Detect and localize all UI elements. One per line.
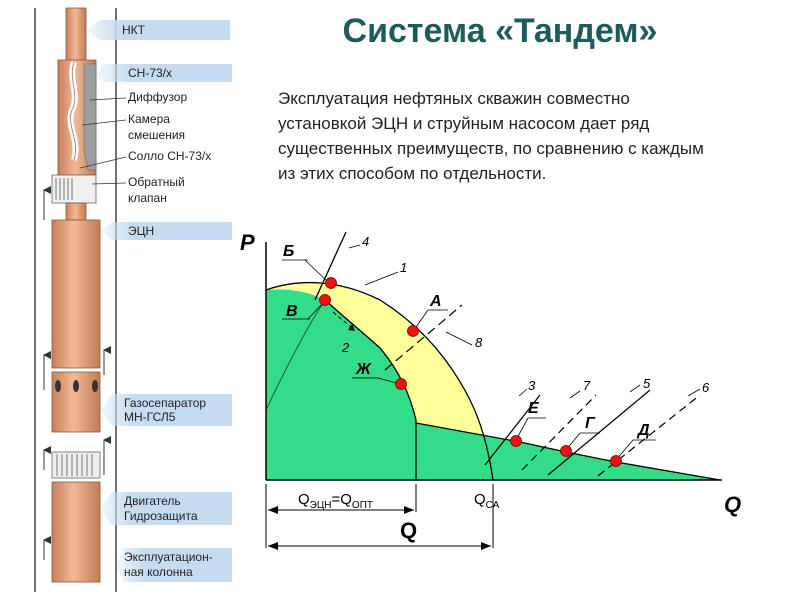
point-label-d: Д [638,422,650,439]
q-ca-label: $Q_{СА}$ [474,491,500,511]
callouts [80,20,232,582]
green-region [266,289,720,480]
point-g [561,446,572,457]
callout-motor-2: Гидрозащита [124,509,198,523]
point-label-b: Б [283,243,295,260]
callout-nozzle: Солло СН-73/х [128,149,212,163]
connector-pipe [66,203,86,220]
callout-valve-2: клапан [128,191,167,205]
q-total-label: Q [400,518,418,543]
callout-motor-1: Двигатель [124,494,181,508]
description-text: Эксплуатация нефтяных скважин совместно установкой ЭЦН и струйным насосом дает ряд существенных преимуществ, по сравнению с каждым из этих способом по отдельности. [278,89,704,183]
callout-nkt-bg [86,20,230,40]
point-label-v: В [286,303,298,320]
pq-graph [240,230,741,550]
point-v [320,295,331,306]
ecn-pump [52,220,100,368]
nkt-tubing [66,8,86,60]
callout-gas-2: МН-ГСЛ5 [124,410,176,424]
q-ecn-label: $Q_{ЭЦН}=Q_{ОПТ}$ [298,491,373,511]
point-label-e: Е [528,400,539,417]
callout-casing-2: ная колонна [124,565,193,579]
y-axis-label: P [240,230,255,255]
point-d [611,456,622,467]
callout-chamber-2: смешения [128,128,186,142]
callout-diffuser: Диффузор [128,90,188,104]
callout-ecn-bg [100,222,232,240]
check-valve [52,175,96,203]
curve-num-3: 3 [528,378,536,393]
curve-num-4: 4 [362,234,370,249]
intake-screen [52,452,100,478]
callout-ecn: ЭЦН [128,224,155,238]
curve-num-5: 5 [643,376,651,391]
callout-valve-1: Обратный [128,175,185,189]
curve-num-8: 8 [475,335,483,350]
page-title: Система «Тандем» [342,12,658,50]
point-label-a: А [430,293,442,310]
callout-chamber-1: Камера [128,112,170,126]
point-e [511,436,522,447]
curve-num-6: 6 [702,380,710,395]
callout-sn73: СН-73/х [128,66,173,80]
x-axis-label: Q [724,492,742,517]
curve-num-7: 7 [583,378,591,393]
point-b [326,278,337,289]
callout-nkt: НКТ [122,23,145,37]
callout-gas-1: Газосепаратор [124,396,207,410]
callout-casing-1: Эксплуатацион- [124,550,213,564]
curve-num-2: 2 [342,340,350,355]
diffuser [84,64,96,170]
curve-num-1: 1 [400,260,408,275]
point-a [408,326,419,337]
point-label-g: Г [585,415,595,432]
point-label-zh: Ж [356,361,371,378]
motor [52,482,100,582]
point-zh [396,379,407,390]
